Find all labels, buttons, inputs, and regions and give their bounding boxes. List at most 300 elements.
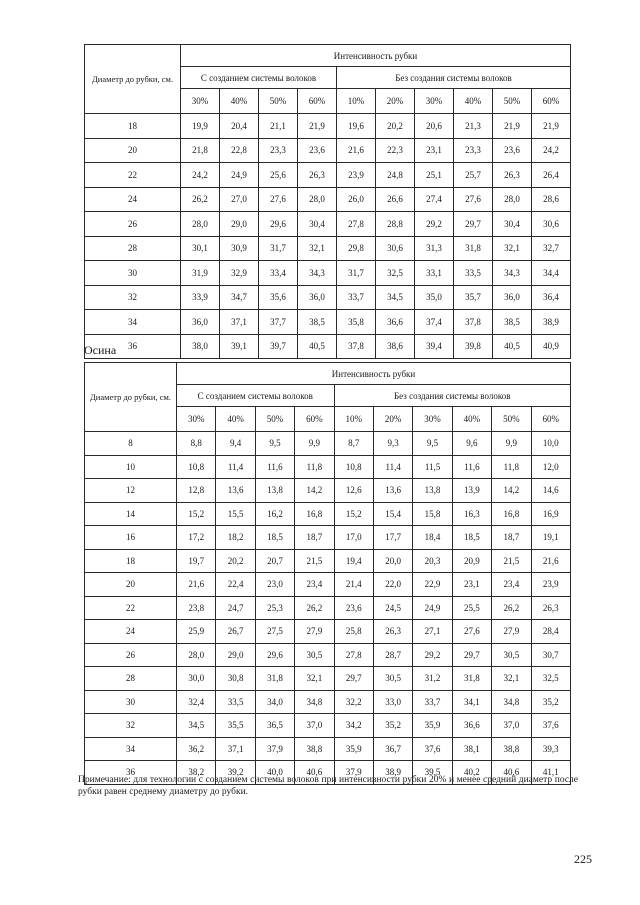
value-cell: 28,0 (181, 212, 220, 237)
value-cell: 38,2 (177, 761, 216, 785)
group-without-skid-trails: Без создания системы волоков (337, 67, 571, 89)
diameter-cell: 14 (85, 502, 177, 526)
value-cell: 14,6 (531, 479, 570, 503)
value-cell: 22,8 (220, 138, 259, 163)
value-cell: 25,3 (255, 596, 294, 620)
value-cell: 38,8 (295, 737, 334, 761)
value-cell: 34,2 (334, 714, 373, 738)
value-cell: 32,4 (177, 690, 216, 714)
value-cell: 35,9 (413, 714, 452, 738)
value-cell: 9,6 (452, 432, 491, 456)
value-cell: 21,6 (531, 549, 570, 573)
value-cell: 21,9 (532, 114, 571, 139)
value-cell: 35,8 (337, 310, 376, 335)
value-cell: 34,5 (376, 285, 415, 310)
value-cell: 33,7 (337, 285, 376, 310)
value-cell: 25,7 (454, 163, 493, 188)
diameter-cell: 18 (85, 549, 177, 573)
value-cell: 37,6 (413, 737, 452, 761)
value-cell: 34,8 (295, 690, 334, 714)
value-cell: 36,2 (177, 737, 216, 761)
value-cell: 21,3 (454, 114, 493, 139)
value-cell: 16,9 (531, 502, 570, 526)
value-cell: 26,2 (492, 596, 531, 620)
percent-header: 30% (415, 89, 454, 114)
value-cell: 31,8 (452, 667, 491, 691)
diameter-cell: 30 (85, 261, 181, 286)
page-number: 225 (574, 852, 592, 866)
value-cell: 27,8 (334, 643, 373, 667)
value-cell: 36,6 (376, 310, 415, 335)
value-cell: 8,8 (177, 432, 216, 456)
value-cell: 32,1 (493, 236, 532, 261)
footnote: Примечание: для технологии с созданием системы волоков при интенсивности рубки 20% и менее средний диаметр после рубки равен среднему диаметру до рубки. (78, 775, 578, 797)
percent-header: 40% (220, 89, 259, 114)
value-cell: 26,2 (181, 187, 220, 212)
value-cell: 29,0 (216, 643, 255, 667)
value-cell: 15,2 (177, 502, 216, 526)
value-cell: 32,5 (531, 667, 570, 691)
value-cell: 32,7 (532, 236, 571, 261)
value-cell: 29,2 (415, 212, 454, 237)
value-cell: 31,8 (255, 667, 294, 691)
diameter-table-1 (84, 44, 571, 359)
value-cell: 9,3 (373, 432, 412, 456)
value-cell: 11,6 (452, 455, 491, 479)
value-cell: 13,6 (373, 479, 412, 503)
diameter-cell: 24 (85, 187, 181, 212)
value-cell: 37,0 (295, 714, 334, 738)
value-cell: 36,0 (298, 285, 337, 310)
diameter-cell: 22 (85, 596, 177, 620)
value-cell: 33,5 (216, 690, 255, 714)
value-cell: 14,2 (295, 479, 334, 503)
value-cell: 40,5 (493, 334, 532, 359)
diameter-cell: 28 (85, 667, 177, 691)
value-cell: 20,6 (415, 114, 454, 139)
value-cell: 39,5 (413, 761, 452, 785)
value-cell: 38,6 (376, 334, 415, 359)
value-cell: 30,5 (492, 643, 531, 667)
value-cell: 22,3 (376, 138, 415, 163)
value-cell: 21,4 (334, 573, 373, 597)
value-cell: 20,4 (220, 114, 259, 139)
value-cell: 37,7 (259, 310, 298, 335)
diameter-table-2 (84, 362, 571, 785)
value-cell: 25,1 (415, 163, 454, 188)
value-cell: 18,7 (295, 526, 334, 550)
value-cell: 26,3 (298, 163, 337, 188)
value-cell: 17,7 (373, 526, 412, 550)
value-cell: 37,9 (255, 737, 294, 761)
value-cell: 38,5 (493, 310, 532, 335)
value-cell: 37,1 (216, 737, 255, 761)
value-cell: 19,6 (337, 114, 376, 139)
percent-header: 50% (259, 89, 298, 114)
value-cell: 29,8 (337, 236, 376, 261)
percent-header: 40% (452, 407, 491, 432)
value-cell: 41,1 (531, 761, 570, 785)
value-cell: 27,6 (454, 187, 493, 212)
table-2-body (85, 363, 571, 785)
table-row (85, 285, 571, 310)
value-cell: 34,7 (220, 285, 259, 310)
value-cell: 33,5 (454, 261, 493, 286)
value-cell: 25,8 (334, 620, 373, 644)
value-cell: 27,6 (452, 620, 491, 644)
table-row (85, 502, 571, 526)
value-cell: 23,6 (493, 138, 532, 163)
percent-header: 50% (492, 407, 531, 432)
percent-header: 10% (337, 89, 376, 114)
value-cell: 38,9 (532, 310, 571, 335)
percent-header: 40% (454, 89, 493, 114)
value-cell: 32,9 (220, 261, 259, 286)
value-cell: 13,8 (413, 479, 452, 503)
value-cell: 40,5 (298, 334, 337, 359)
value-cell: 24,9 (413, 596, 452, 620)
value-cell: 36,6 (452, 714, 491, 738)
value-cell: 15,2 (334, 502, 373, 526)
group-without-skid-trails: Без создания системы волоков (334, 385, 570, 407)
value-cell: 30,4 (493, 212, 532, 237)
diameter-cell: 32 (85, 285, 181, 310)
value-cell: 35,6 (259, 285, 298, 310)
value-cell: 23,4 (295, 573, 334, 597)
value-cell: 16,3 (452, 502, 491, 526)
value-cell: 26,3 (531, 596, 570, 620)
value-cell: 23,1 (452, 573, 491, 597)
value-cell: 32,1 (295, 667, 334, 691)
value-cell: 28,0 (298, 187, 337, 212)
value-cell: 12,8 (177, 479, 216, 503)
diameter-cell: 26 (85, 643, 177, 667)
group-with-skid-trails: С созданием системы волоков (177, 385, 335, 407)
table-row (85, 163, 571, 188)
diameter-cell: 28 (85, 236, 181, 261)
value-cell: 38,8 (492, 737, 531, 761)
header-row-intensity (85, 45, 571, 67)
value-cell: 9,4 (216, 432, 255, 456)
table-row (85, 138, 571, 163)
value-cell: 13,9 (452, 479, 491, 503)
value-cell: 9,5 (255, 432, 294, 456)
value-cell: 24,7 (216, 596, 255, 620)
value-cell: 26,2 (295, 596, 334, 620)
value-cell: 27,9 (492, 620, 531, 644)
diameter-cell: 10 (85, 455, 177, 479)
value-cell: 18,5 (452, 526, 491, 550)
value-cell: 17,0 (334, 526, 373, 550)
value-cell: 25,6 (259, 163, 298, 188)
value-cell: 18,5 (255, 526, 294, 550)
value-cell: 23,8 (177, 596, 216, 620)
value-cell: 9,9 (492, 432, 531, 456)
value-cell: 23,1 (415, 138, 454, 163)
value-cell: 36,0 (493, 285, 532, 310)
table-row (85, 334, 571, 359)
value-cell: 33,9 (181, 285, 220, 310)
diameter-cell: 20 (85, 573, 177, 597)
diameter-cell: 20 (85, 138, 181, 163)
value-cell: 36,0 (181, 310, 220, 335)
table-row (85, 643, 571, 667)
value-cell: 28,4 (531, 620, 570, 644)
value-cell: 37,8 (454, 310, 493, 335)
value-cell: 13,8 (255, 479, 294, 503)
value-cell: 38,0 (181, 334, 220, 359)
diameter-header: Диаметр до рубки, см. (85, 363, 177, 432)
value-cell: 9,5 (413, 432, 452, 456)
value-cell: 32,5 (376, 261, 415, 286)
value-cell: 36,4 (532, 285, 571, 310)
value-cell: 29,6 (259, 212, 298, 237)
percent-header: 40% (216, 407, 255, 432)
value-cell: 20,2 (216, 549, 255, 573)
diameter-cell: 12 (85, 479, 177, 503)
value-cell: 27,8 (337, 212, 376, 237)
value-cell: 24,2 (181, 163, 220, 188)
value-cell: 11,5 (413, 455, 452, 479)
percent-header: 50% (255, 407, 294, 432)
value-cell: 16,2 (255, 502, 294, 526)
value-cell: 25,9 (177, 620, 216, 644)
table-row (85, 549, 571, 573)
intensity-header: Интенсивность рубки (177, 363, 571, 385)
value-cell: 29,2 (413, 643, 452, 667)
value-cell: 15,5 (216, 502, 255, 526)
percent-header: 60% (532, 89, 571, 114)
value-cell: 35,2 (531, 690, 570, 714)
percent-header: 60% (295, 407, 334, 432)
table-1-body (85, 45, 571, 359)
value-cell: 29,6 (255, 643, 294, 667)
value-cell: 24,2 (532, 138, 571, 163)
diameter-cell: 34 (85, 737, 177, 761)
value-cell: 23,0 (255, 573, 294, 597)
value-cell: 23,4 (492, 573, 531, 597)
value-cell: 21,6 (337, 138, 376, 163)
table-row (85, 310, 571, 335)
value-cell: 22,0 (373, 573, 412, 597)
value-cell: 20,2 (376, 114, 415, 139)
value-cell: 21,5 (492, 549, 531, 573)
value-cell: 29,7 (334, 667, 373, 691)
table-row (85, 737, 571, 761)
table-row (85, 432, 571, 456)
table-row (85, 261, 571, 286)
intensity-header: Интенсивность рубки (181, 45, 571, 67)
value-cell: 34,3 (298, 261, 337, 286)
table-row (85, 690, 571, 714)
value-cell: 18,2 (216, 526, 255, 550)
value-cell: 37,9 (334, 761, 373, 785)
section-title-osina: Осина (84, 343, 117, 357)
value-cell: 27,1 (413, 620, 452, 644)
value-cell: 28,0 (493, 187, 532, 212)
value-cell: 16,8 (492, 502, 531, 526)
value-cell: 33,4 (259, 261, 298, 286)
value-cell: 35,5 (216, 714, 255, 738)
value-cell: 10,0 (531, 432, 570, 456)
value-cell: 27,6 (259, 187, 298, 212)
value-cell: 26,7 (216, 620, 255, 644)
value-cell: 26,4 (532, 163, 571, 188)
value-cell: 20,0 (373, 549, 412, 573)
value-cell: 21,9 (493, 114, 532, 139)
value-cell: 8,7 (334, 432, 373, 456)
value-cell: 31,2 (413, 667, 452, 691)
value-cell: 19,1 (531, 526, 570, 550)
value-cell: 39,7 (259, 334, 298, 359)
value-cell: 26,3 (373, 620, 412, 644)
diameter-cell: 24 (85, 620, 177, 644)
value-cell: 34,8 (492, 690, 531, 714)
header-row-intensity (85, 363, 571, 385)
value-cell: 34,0 (255, 690, 294, 714)
value-cell: 11,6 (255, 455, 294, 479)
percent-header: 20% (373, 407, 412, 432)
table-row (85, 114, 571, 139)
diameter-cell: 26 (85, 212, 181, 237)
value-cell: 24,8 (376, 163, 415, 188)
table-row (85, 620, 571, 644)
value-cell: 30,6 (532, 212, 571, 237)
value-cell: 29,7 (452, 643, 491, 667)
value-cell: 13,6 (216, 479, 255, 503)
value-cell: 27,5 (255, 620, 294, 644)
value-cell: 19,7 (177, 549, 216, 573)
value-cell: 12,6 (334, 479, 373, 503)
value-cell: 34,5 (177, 714, 216, 738)
value-cell: 39,1 (220, 334, 259, 359)
value-cell: 32,2 (334, 690, 373, 714)
value-cell: 18,4 (413, 526, 452, 550)
diameter-cell: 30 (85, 690, 177, 714)
value-cell: 30,0 (177, 667, 216, 691)
percent-header: 60% (531, 407, 570, 432)
diameter-cell: 34 (85, 310, 181, 335)
value-cell: 30,4 (298, 212, 337, 237)
value-cell: 21,1 (259, 114, 298, 139)
value-cell: 23,9 (337, 163, 376, 188)
value-cell: 21,6 (177, 573, 216, 597)
value-cell: 37,4 (415, 310, 454, 335)
value-cell: 36,5 (255, 714, 294, 738)
value-cell: 39,2 (216, 761, 255, 785)
diameter-cell: 32 (85, 714, 177, 738)
table-row (85, 212, 571, 237)
value-cell: 23,9 (531, 573, 570, 597)
table-row (85, 667, 571, 691)
value-cell: 27,0 (220, 187, 259, 212)
value-cell: 36,7 (373, 737, 412, 761)
percent-header: 30% (181, 89, 220, 114)
value-cell: 11,4 (373, 455, 412, 479)
value-cell: 35,7 (454, 285, 493, 310)
value-cell: 18,7 (492, 526, 531, 550)
value-cell: 31,8 (454, 236, 493, 261)
value-cell: 34,1 (452, 690, 491, 714)
value-cell: 22,9 (413, 573, 452, 597)
value-cell: 34,4 (532, 261, 571, 286)
value-cell: 25,5 (452, 596, 491, 620)
value-cell: 11,8 (295, 455, 334, 479)
value-cell: 40,6 (295, 761, 334, 785)
diameter-header: Диаметр до рубки, см. (85, 45, 181, 114)
percent-header: 30% (413, 407, 452, 432)
value-cell: 23,6 (298, 138, 337, 163)
percent-header: 50% (493, 89, 532, 114)
value-cell: 35,2 (373, 714, 412, 738)
table-row (85, 455, 571, 479)
value-cell: 14,2 (492, 479, 531, 503)
table-row (85, 573, 571, 597)
diameter-cell: 36 (85, 334, 181, 359)
diameter-cell: 8 (85, 432, 177, 456)
percent-header: 30% (177, 407, 216, 432)
value-cell: 39,4 (415, 334, 454, 359)
group-with-skid-trails: С созданием системы волоков (181, 67, 337, 89)
percent-header: 60% (298, 89, 337, 114)
value-cell: 23,3 (259, 138, 298, 163)
value-cell: 16,8 (295, 502, 334, 526)
value-cell: 26,0 (337, 187, 376, 212)
value-cell: 40,0 (255, 761, 294, 785)
diameter-cell: 36 (85, 761, 177, 785)
value-cell: 30,1 (181, 236, 220, 261)
value-cell: 21,8 (181, 138, 220, 163)
value-cell: 33,0 (373, 690, 412, 714)
diameter-cell: 16 (85, 526, 177, 550)
value-cell: 38,5 (298, 310, 337, 335)
value-cell: 26,6 (376, 187, 415, 212)
value-cell: 15,8 (413, 502, 452, 526)
value-cell: 20,9 (452, 549, 491, 573)
value-cell: 30,5 (295, 643, 334, 667)
value-cell: 28,0 (177, 643, 216, 667)
value-cell: 40,9 (532, 334, 571, 359)
value-cell: 37,6 (531, 714, 570, 738)
value-cell: 31,7 (259, 236, 298, 261)
value-cell: 35,9 (334, 737, 373, 761)
value-cell: 19,9 (181, 114, 220, 139)
value-cell: 37,0 (492, 714, 531, 738)
value-cell: 17,2 (177, 526, 216, 550)
value-cell: 22,4 (216, 573, 255, 597)
value-cell: 29,0 (220, 212, 259, 237)
value-cell: 34,3 (493, 261, 532, 286)
percent-header: 20% (376, 89, 415, 114)
value-cell: 12,0 (531, 455, 570, 479)
value-cell: 30,9 (220, 236, 259, 261)
value-cell: 23,3 (454, 138, 493, 163)
value-cell: 39,3 (531, 737, 570, 761)
table-row (85, 187, 571, 212)
value-cell: 28,6 (532, 187, 571, 212)
value-cell: 21,9 (298, 114, 337, 139)
value-cell: 20,7 (255, 549, 294, 573)
diameter-cell: 18 (85, 114, 181, 139)
value-cell: 27,4 (415, 187, 454, 212)
value-cell: 20,3 (413, 549, 452, 573)
value-cell: 32,1 (492, 667, 531, 691)
value-cell: 30,5 (373, 667, 412, 691)
value-cell: 29,7 (454, 212, 493, 237)
value-cell: 33,7 (413, 690, 452, 714)
value-cell: 28,8 (376, 212, 415, 237)
value-cell: 40,2 (452, 761, 491, 785)
